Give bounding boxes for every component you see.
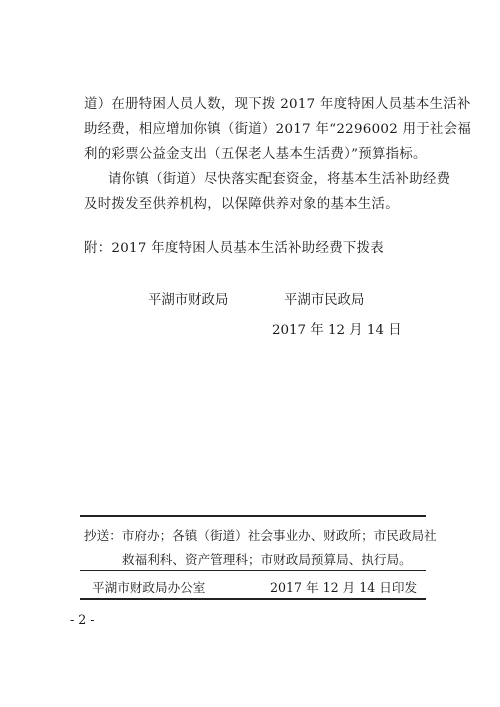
signature-finance-bureau: 平湖市财政局 <box>148 293 229 308</box>
issue-date: 2017 年 12 月 14 日印发 <box>270 580 418 595</box>
paragraph-line: 利的彩票公益金支出（五保老人基本生活费）”预算指标。 <box>84 147 427 162</box>
cc-line: 抄送：市府办；各镇（街道）社会事业办、财政所；市民政局社 <box>84 528 437 543</box>
cc-line: 救福利科、资产管理科；市财政局预算局、执行局。 <box>122 552 412 567</box>
attachment-note: 附：2017 年度特困人员基本生活补助经费下拨表 <box>84 241 384 256</box>
signature-date: 2017 年 12 月 14 日 <box>272 323 402 338</box>
paragraph-line: 及时拨发至供养机构，以保障供养对象的基本生活。 <box>84 197 399 212</box>
cc-block <box>84 524 437 572</box>
footer-top-rule <box>80 515 426 517</box>
paragraph-line: 请你镇（街道）尽快落实配套资金，将基本生活补助经费 <box>108 172 451 187</box>
page-number: - 2 - <box>70 612 95 627</box>
signature-civil-affairs-bureau: 平湖市民政局 <box>284 293 365 308</box>
paragraph-line: 助经费，相应增加你镇（街道）2017 年“2296002 用于社会福 <box>84 122 472 137</box>
body-paragraph-2 <box>84 167 451 217</box>
body-paragraph-1 <box>84 92 472 167</box>
paragraph-line: 道）在册特困人员人数，现下拨 2017 年度特困人员基本生活补 <box>84 97 471 112</box>
footer-bottom-rule <box>80 598 426 600</box>
footer-middle-rule <box>80 570 426 571</box>
issuing-office: 平湖市财政局办公室 <box>92 580 206 595</box>
